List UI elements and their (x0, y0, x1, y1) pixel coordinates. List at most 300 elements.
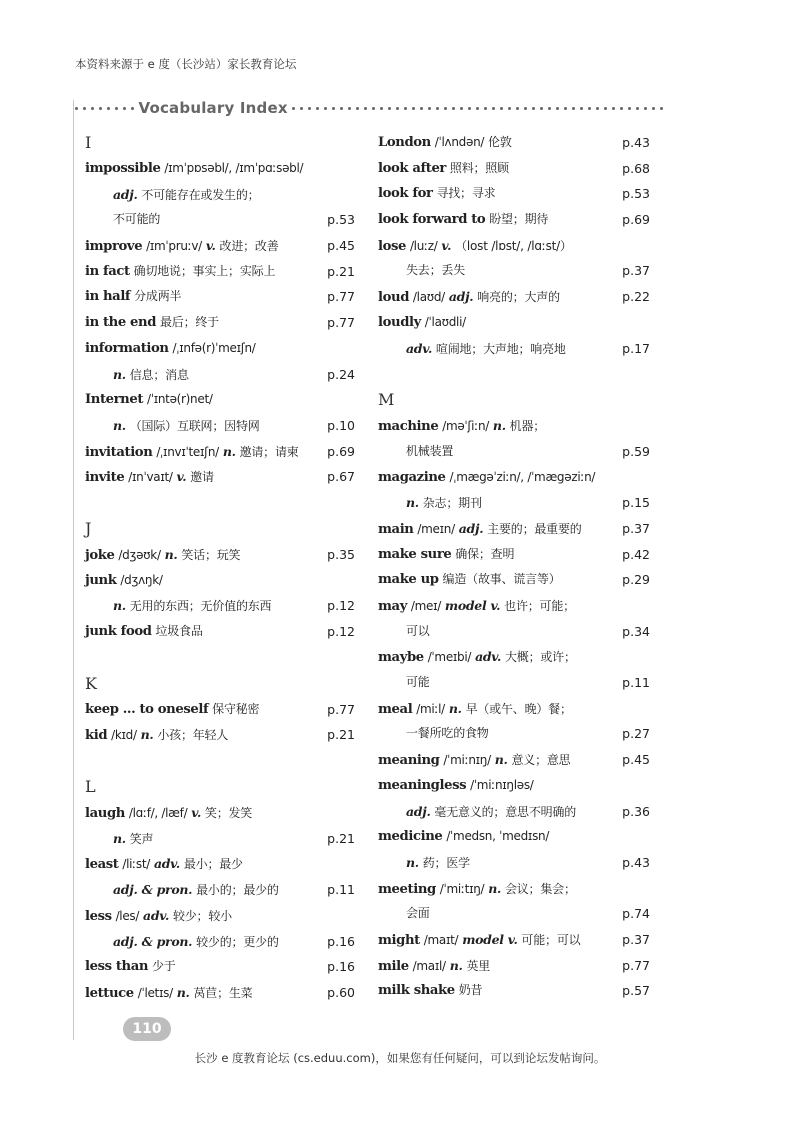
part-of-speech: n. (113, 366, 126, 382)
index-entry (85, 233, 355, 259)
index-entry (85, 954, 355, 980)
index-entry (378, 130, 650, 156)
dot (612, 107, 615, 110)
phonetic: /meɪ/ (410, 599, 441, 613)
part-of-speech: adj. & pron. (113, 882, 193, 898)
dot (644, 107, 647, 110)
phonetic: /les/ (115, 908, 140, 923)
phonetic: /ˌɪnfə(r)ˈmeɪʃn/ (172, 340, 256, 355)
definition: 较少的；更少的 (196, 934, 279, 949)
phonetic: /məˈʃiːn/ (442, 419, 489, 434)
page-ref: p.27 (619, 721, 650, 747)
headword: look after (378, 160, 446, 176)
page-ref: p.77 (324, 697, 355, 723)
phonetic: /lɑːf/, /læf/ (128, 806, 188, 821)
definition: 信息；消息 (129, 367, 189, 382)
definition: 机器； (509, 419, 546, 434)
dot (115, 107, 118, 110)
definition: 无用的东西；无价值的东西 (129, 599, 272, 614)
page-ref: p.12 (324, 593, 355, 619)
part-of-speech: adv. (143, 907, 170, 923)
page-ref: p.21 (324, 259, 355, 285)
part-of-speech: n. (164, 546, 178, 562)
definition: 杂志；期刊 (422, 496, 482, 511)
letter-heading: L (85, 777, 96, 797)
definition: 寻找；寻求 (436, 186, 496, 201)
headword: loud (378, 290, 410, 306)
dot (91, 107, 94, 110)
headword: junk food (85, 624, 152, 639)
phonetic: /maɪl/ (412, 958, 446, 973)
part-of-speech: n. (140, 727, 154, 743)
index-entry (85, 593, 355, 619)
page-ref: p.57 (619, 978, 650, 1004)
dot (372, 107, 375, 110)
dot (484, 107, 487, 110)
definition: 会议；集会； (504, 881, 576, 896)
index-entry (85, 851, 355, 877)
page-ref: p.16 (324, 929, 355, 955)
definition: 分成两半 (134, 289, 182, 304)
phonetic: /ˈletɪs/ (137, 985, 173, 1000)
dot (604, 107, 607, 110)
part-of-speech: v. (191, 805, 201, 821)
page-ref: p.42 (619, 542, 650, 568)
headword: invite (85, 470, 125, 486)
section-spacer (378, 361, 650, 387)
headword: least (85, 857, 119, 873)
part-of-speech: n. (113, 830, 126, 846)
section-header (75, 97, 665, 119)
phonetic: /luːz/ (409, 238, 438, 253)
page-ref: p.29 (619, 567, 650, 593)
index-entry (378, 490, 650, 516)
definition: 早（或午、晚）餐； (465, 701, 572, 716)
headword: look for (378, 186, 433, 202)
index-entry (378, 799, 650, 825)
definition: 一餐所吃的食物 (406, 726, 489, 741)
headword: meaning (378, 753, 440, 769)
headword: meaningless (378, 777, 467, 793)
dot (452, 107, 455, 110)
dot (388, 107, 391, 110)
page-ref: p.22 (619, 284, 650, 310)
phonetic: /ˈlaʊdli/ (424, 314, 466, 329)
index-entry (378, 567, 650, 593)
index-entry (378, 284, 650, 310)
definition: 莴苣；生菜 (193, 985, 253, 1000)
dot (436, 107, 439, 110)
definition: 喧闹地；大声地；响亮地 (435, 341, 566, 356)
index-entry (378, 542, 650, 568)
page-ref: p.11 (619, 670, 650, 696)
section-title: Vocabulary Index (138, 99, 288, 117)
headword: less than (85, 959, 149, 975)
definition: 照料；照顾 (449, 160, 509, 175)
index-entry (378, 773, 650, 799)
dot (588, 107, 591, 110)
phonetic: /dʒəʊk/ (118, 547, 161, 562)
index-entry (378, 850, 650, 876)
headword: main (378, 521, 414, 537)
dot (332, 107, 335, 110)
dot (636, 107, 639, 110)
part-of-speech: n. (406, 495, 419, 511)
part-of-speech: model v. (444, 598, 501, 613)
dot (107, 107, 110, 110)
headword: kid (85, 728, 108, 744)
page-ref: p.69 (324, 439, 355, 465)
index-entry (85, 156, 355, 182)
dot (524, 107, 527, 110)
phonetic: /ˌmægəˈziːn/, /ˈmægəziːn/ (449, 469, 596, 484)
part-of-speech: adv. (153, 856, 180, 872)
dot (580, 107, 583, 110)
dot (620, 107, 623, 110)
index-entry (85, 259, 355, 285)
dot (99, 107, 102, 110)
page-ref: p.60 (324, 980, 355, 1006)
definition: 也许；可能； (504, 599, 575, 613)
part-of-speech: n. (448, 700, 462, 716)
index-entry (85, 568, 355, 594)
dot (596, 107, 599, 110)
headword: loudly (378, 314, 421, 330)
letter-heading: K (85, 673, 97, 693)
index-entry (378, 465, 650, 491)
part-of-speech: n. (406, 854, 419, 870)
headword: joke (85, 547, 115, 563)
dot (556, 107, 559, 110)
dot (324, 107, 327, 110)
phonetic: /liːst/ (122, 857, 151, 872)
index-entry (378, 901, 650, 927)
dot (540, 107, 543, 110)
headword: keep ... to oneself (85, 701, 209, 717)
dot (83, 107, 86, 110)
index-entry (85, 980, 355, 1006)
index-entry (378, 439, 650, 465)
dot (652, 107, 655, 110)
part-of-speech: v. (441, 237, 452, 253)
phonetic: /ˌɪnvɪˈteɪʃn/ (156, 444, 219, 459)
phonetic: /maɪt/ (423, 932, 459, 947)
index-entry (85, 800, 355, 826)
part-of-speech: adj. (113, 186, 138, 202)
part-of-speech: adj. (448, 289, 474, 305)
dot (532, 107, 535, 110)
part-of-speech: n. (449, 957, 463, 973)
index-entry (378, 233, 650, 259)
page-ref: p.36 (619, 799, 650, 825)
dot (428, 107, 431, 110)
phonetic: /ɪmˈpruːv/ (146, 239, 202, 254)
dot (131, 107, 134, 110)
dot (548, 107, 551, 110)
part-of-speech: adv. (406, 340, 432, 356)
header-dots-right (292, 107, 665, 110)
page-ref: p.53 (324, 207, 355, 233)
headword: impossible (85, 161, 161, 176)
definition: （lost /lɒst/, /lɑːst/） (455, 238, 572, 253)
dot (340, 107, 343, 110)
definition: 邀请 (190, 470, 214, 485)
index-entry (378, 413, 650, 439)
definition: 可能；可以 (521, 932, 581, 947)
page-ref: p.69 (619, 207, 650, 233)
page-ref: p.43 (619, 130, 650, 156)
phonetic: /ˈmiːnɪŋ/ (443, 753, 491, 768)
page-ref: p.35 (324, 542, 355, 568)
headword: in fact (85, 263, 130, 279)
definition: 药；医学 (422, 855, 470, 870)
section-spacer (85, 645, 355, 671)
index-entry (85, 542, 355, 568)
dot (316, 107, 319, 110)
definition: 可能 (406, 675, 430, 690)
definition: 意义；意思 (511, 753, 571, 768)
index-entry (378, 593, 650, 619)
index-entry (85, 387, 355, 413)
dot (123, 107, 126, 110)
part-of-speech: adj. (406, 803, 431, 819)
page-ref: p.17 (619, 336, 650, 362)
page-margin-rule (73, 100, 74, 1040)
page-ref: p.12 (324, 619, 355, 645)
index-entry (85, 207, 355, 233)
definition: 垃圾食品 (155, 624, 203, 638)
definition: 确保；查明 (455, 546, 515, 561)
phonetic: /ˈmedsn, ˈmedɪsn/ (446, 829, 550, 844)
page-number-badge: 110 (123, 1017, 171, 1041)
page-ref: p.43 (619, 850, 650, 876)
dot (660, 107, 663, 110)
definition: 奶昔 (458, 983, 483, 998)
headword: London (378, 135, 431, 150)
index-entry (378, 336, 650, 362)
part-of-speech: n. (113, 417, 126, 433)
definition: 笑声 (129, 831, 154, 846)
definition: 伦敦 (488, 135, 512, 149)
headword: magazine (378, 469, 446, 485)
page-ref: p.11 (324, 877, 355, 903)
headword: laugh (85, 806, 125, 822)
dot (300, 107, 303, 110)
part-of-speech: v. (205, 238, 216, 254)
dot (412, 107, 415, 110)
definition: 大概；或许； (504, 650, 576, 665)
phonetic: /kɪd/ (111, 728, 137, 743)
phonetic: /ɪnˈvaɪt/ (128, 470, 173, 485)
index-entry (85, 336, 355, 362)
index-entry (378, 156, 650, 182)
phonetic: /ˈɪntə(r)net/ (146, 392, 213, 407)
index-entry (85, 310, 355, 336)
headword: lettuce (85, 985, 134, 1001)
definition: 机械装置 (406, 443, 454, 458)
dot (308, 107, 311, 110)
index-entry (378, 978, 650, 1004)
phonetic: /ˈlʌndən/ (434, 135, 485, 149)
page-ref: p.68 (619, 156, 650, 182)
headword: invitation (85, 444, 153, 460)
page-ref: p.45 (619, 747, 650, 773)
headword: Internet (85, 392, 144, 408)
index-entry (378, 670, 650, 696)
index-entry (378, 876, 650, 902)
index-entry (85, 284, 355, 310)
definition: 主要的；最重要的 (487, 521, 582, 536)
dot (460, 107, 463, 110)
source-note: 本资料来源于 e 度（长沙站）家长教育论坛 (75, 57, 297, 71)
index-entry (85, 903, 355, 929)
page-ref: p.37 (619, 258, 650, 284)
dot (476, 107, 479, 110)
index-entry (85, 413, 355, 439)
dot (572, 107, 575, 110)
phonetic: /miːl/ (416, 701, 445, 716)
page-ref: p.67 (324, 464, 355, 490)
part-of-speech: n. (222, 443, 236, 459)
index-entry (378, 824, 650, 850)
index-entry (378, 258, 650, 284)
headword: improve (85, 239, 143, 255)
dot (444, 107, 447, 110)
definition: 不可能的 (113, 212, 161, 227)
index-entry (378, 207, 650, 233)
phonetic: /ˈmiːnɪŋləs/ (470, 777, 534, 792)
letter-heading: M (378, 390, 395, 410)
dot (420, 107, 423, 110)
headword: meal (378, 701, 413, 717)
definition: 小孩；年轻人 (157, 728, 229, 743)
page-ref: p.37 (619, 927, 650, 953)
part-of-speech: adj. & pron. (113, 933, 193, 949)
phonetic: /laʊd/ (412, 290, 445, 305)
headword: in half (85, 289, 131, 305)
headword: may (378, 599, 407, 614)
definition: 会面 (406, 906, 430, 921)
index-entry (378, 927, 650, 953)
index-entry (378, 516, 650, 542)
part-of-speech: n. (176, 984, 190, 1000)
letter-heading: I (85, 133, 92, 152)
page-ref: p.16 (324, 954, 355, 980)
index-entry (378, 181, 650, 207)
part-of-speech: adv. (475, 649, 502, 665)
page-ref: p.59 (619, 439, 650, 465)
headword: medicine (378, 829, 443, 845)
definition: 笑；发笑 (204, 806, 253, 821)
part-of-speech: v. (176, 469, 187, 485)
index-entry (85, 439, 355, 465)
dot (492, 107, 495, 110)
headword: junk (85, 572, 117, 588)
headword: information (85, 340, 169, 356)
definition: 可以 (406, 623, 430, 638)
part-of-speech: adj. (458, 520, 484, 536)
definition: 最小；最少 (183, 857, 243, 872)
headword: maybe (378, 650, 424, 666)
headword: in the end (85, 315, 157, 331)
definition: 改进；改善 (219, 239, 279, 254)
part-of-speech: n. (492, 418, 506, 434)
index-entry (85, 722, 355, 748)
index-entry (85, 464, 355, 490)
page-ref: p.45 (324, 233, 355, 259)
definition: 编造（故事、谎言等） (442, 572, 561, 587)
dot (516, 107, 519, 110)
headword: might (378, 932, 420, 948)
index-entry (378, 310, 650, 336)
section-spacer (85, 490, 355, 516)
page-ref: p.74 (619, 901, 650, 927)
page-ref: p.77 (324, 310, 355, 336)
definition: 保守秘密 (212, 701, 260, 716)
index-entry (85, 877, 355, 903)
headword: less (85, 908, 112, 924)
phonetic: /dʒʌŋk/ (120, 572, 163, 587)
phonetic: /ɪmˈpɒsəbl/, /ɪmˈpɑːsəbl/ (164, 161, 304, 175)
phonetic: /meɪn/ (417, 521, 455, 536)
dot (396, 107, 399, 110)
dot (508, 107, 511, 110)
dot (404, 107, 407, 110)
definition: 毫无意义的；意思不明确的 (434, 804, 577, 819)
dot (468, 107, 471, 110)
page-ref: p.15 (619, 490, 650, 516)
page-ref: p.34 (619, 619, 650, 645)
footer-note: 长沙 e 度教育论坛 (cs.eduu.com)，如果您有任何疑问，可以到论坛发帖询问。 (194, 1051, 606, 1065)
dot (356, 107, 359, 110)
section-spacer (85, 748, 355, 774)
phonetic: /ˈmiːtɪŋ/ (439, 881, 485, 896)
dot (500, 107, 503, 110)
definition: 英里 (466, 958, 491, 973)
part-of-speech: n. (113, 598, 126, 614)
index-entry (378, 619, 650, 645)
index-entry (85, 182, 355, 208)
index-column-right (378, 130, 650, 1004)
index-entry (85, 697, 355, 723)
index-entry (85, 826, 355, 852)
index-entry (378, 696, 650, 722)
dot (564, 107, 567, 110)
dot (292, 107, 295, 110)
index-entry (378, 747, 650, 773)
index-column-left (85, 130, 355, 1006)
index-entry (85, 929, 355, 955)
headword: machine (378, 419, 439, 435)
dot (380, 107, 383, 110)
headword: look forward to (378, 212, 486, 228)
index-entry (378, 644, 650, 670)
page-ref: p.53 (619, 181, 650, 207)
dot (364, 107, 367, 110)
part-of-speech: n. (494, 752, 508, 768)
letter-heading: J (85, 518, 92, 538)
page-ref: p.24 (324, 362, 355, 388)
headword: mile (378, 958, 409, 974)
index-entry (378, 953, 650, 979)
definition: 不可能存在或发生的； (141, 187, 260, 202)
dot (628, 107, 631, 110)
definition: 邀请；请柬 (239, 444, 299, 459)
headword: milk shake (378, 983, 455, 999)
definition: 最后；终于 (159, 315, 219, 330)
page-ref: p.21 (324, 826, 355, 852)
definition: 少于 (151, 959, 176, 974)
